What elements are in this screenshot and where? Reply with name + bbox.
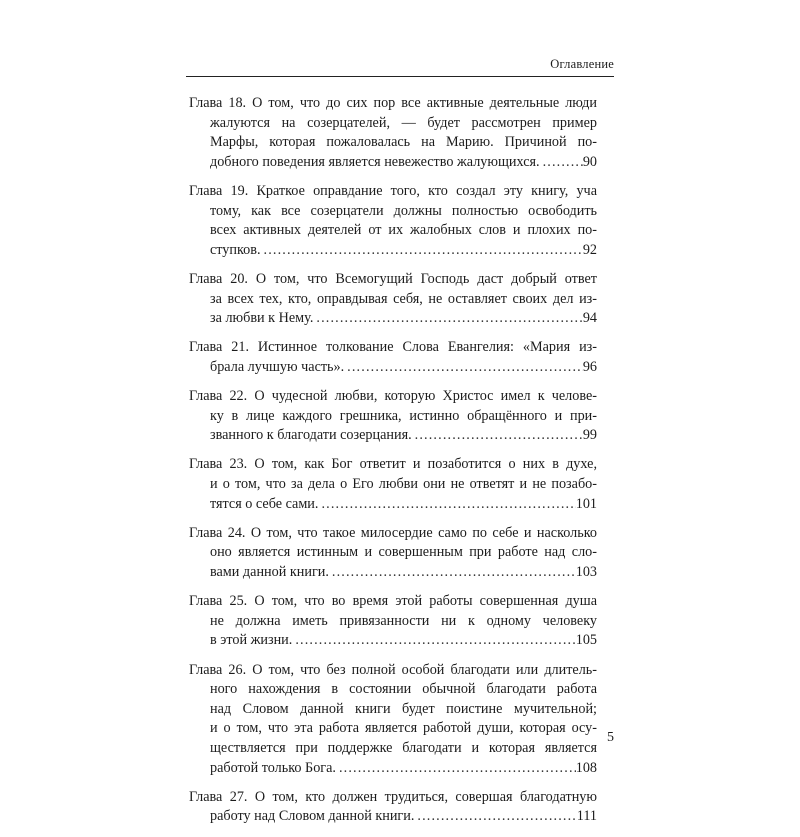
toc-entry xyxy=(189,524,597,583)
toc-entry-text: Глава 23. О том, как Бог ответит и позаботится о них в духе, xyxy=(189,456,597,473)
toc-entry xyxy=(189,788,597,827)
dot-leader xyxy=(414,807,576,827)
toc-entry-line xyxy=(189,309,597,329)
toc-entry-line xyxy=(189,290,597,310)
toc-entry-line xyxy=(189,455,597,475)
toc-entry-text: ществляется при поддержке благодати и которая является xyxy=(210,739,597,756)
toc-entry-line xyxy=(189,759,597,779)
toc-entry-line xyxy=(189,153,597,173)
toc-page-number: 108 xyxy=(575,759,597,776)
toc-entry-text: Марфы, которая пожаловалась на Марию. Причиной по- xyxy=(210,134,597,151)
toc-entry-text: Глава 27. О том, кто должен трудиться, совершая благодатную xyxy=(189,788,597,805)
toc-entry-text: работу над Словом данной книги. xyxy=(210,808,415,825)
toc-entry xyxy=(189,661,597,779)
toc-entry-line xyxy=(189,612,597,632)
toc-entry-line xyxy=(189,407,597,427)
toc-page-number: 103 xyxy=(575,564,597,581)
toc-entry-text: Глава 19. Краткое оправдание того, кто создал эту книгу, уча xyxy=(189,182,597,199)
toc-entry-line xyxy=(189,661,597,681)
running-header-title: Оглавление xyxy=(550,57,614,71)
toc-entry-line xyxy=(189,739,597,759)
toc-entry-line xyxy=(189,524,597,544)
toc-entry-text: работой только Бога. xyxy=(210,759,336,776)
toc-entry-line xyxy=(189,270,597,290)
toc-entry-text: Глава 26. О том, что без полной особой благодати или длитель- xyxy=(189,661,597,678)
toc-entry-text: всех активных деятелей от их жалобных слов и плохих по- xyxy=(210,222,597,239)
toc-entry xyxy=(189,338,597,377)
toc-entry-line xyxy=(189,495,597,515)
toc-entry xyxy=(189,592,597,651)
dot-leader xyxy=(336,759,576,779)
toc-entry-line xyxy=(189,475,597,495)
toc-entry-text: Глава 24. О том, что такое милосердие само по себе и насколько xyxy=(189,524,597,541)
toc-entry-line xyxy=(189,543,597,563)
toc-entry-line xyxy=(189,631,597,651)
toc-page-number: 111 xyxy=(576,808,597,825)
dot-leader xyxy=(261,241,583,261)
dot-leader xyxy=(329,563,576,583)
toc-entry-text: брала лучшую часть». xyxy=(210,358,345,375)
toc-entry-text: и о том, что за дела о Его любви они не ответят и не позабо- xyxy=(210,476,597,493)
toc-entry-line xyxy=(189,563,597,583)
dot-leader xyxy=(344,358,583,378)
toc-entry-line xyxy=(189,719,597,739)
toc-entry-text: ного нахождения в состоянии обычной благодати работа xyxy=(210,681,597,698)
page-number: 5 xyxy=(607,730,614,745)
table-of-contents xyxy=(189,94,597,837)
toc-entry xyxy=(189,94,597,172)
toc-entry-line xyxy=(189,592,597,612)
toc-entry-text: оно является истинным и совершенным при работе над сло- xyxy=(210,544,597,561)
toc-entry-line xyxy=(189,133,597,153)
toc-entry-text: добного поведения является невежество жалующихся. xyxy=(210,153,540,170)
toc-entry-text: не должна иметь привязанности ни к одному человеку xyxy=(210,612,597,629)
toc-entry xyxy=(189,270,597,329)
dot-leader xyxy=(292,631,575,651)
toc-entry-text: и о том, что эта работа является работой души, которая осу- xyxy=(210,720,597,737)
toc-page-number: 94 xyxy=(582,310,597,327)
toc-entry-text: ку в лице каждого грешника, истинно обращённого и при- xyxy=(210,407,597,424)
toc-entry-text: Глава 25. О том, что во время этой работы совершенная душа xyxy=(189,593,597,610)
toc-entry-line xyxy=(189,182,597,202)
dot-leader xyxy=(318,495,575,515)
toc-entry-text: тятся о себе сами. xyxy=(210,495,319,512)
toc-entry-line xyxy=(189,680,597,700)
toc-entry-text: за всех тех, кто, оправдывая себя, не оставляет своих дел из- xyxy=(210,290,597,307)
toc-entry-line xyxy=(189,788,597,808)
toc-entry-text: за любви к Нему. xyxy=(210,310,314,327)
toc-entry-line xyxy=(189,221,597,241)
dot-leader xyxy=(313,309,582,329)
toc-entry-text: жалуются на созерцателей, — будет рассмотрен пример xyxy=(210,114,597,131)
toc-entry-line xyxy=(189,387,597,407)
toc-entry-text: над Словом данной книги будет поистине мучительной; xyxy=(210,700,597,717)
toc-entry-line xyxy=(189,426,597,446)
toc-entry-text: Глава 20. О том, что Всемогущий Господь даст добрый ответ xyxy=(189,270,597,287)
header-rule xyxy=(186,76,614,77)
toc-page-number: 90 xyxy=(582,153,597,170)
toc-entry-line xyxy=(189,807,597,827)
toc-entry-text: тому, как все созерцатели должны полностью освободить xyxy=(210,202,597,219)
toc-page-number: 105 xyxy=(575,632,597,649)
toc-entry-text: вами данной книги. xyxy=(210,564,329,581)
toc-entry-line xyxy=(189,700,597,720)
toc-entry-line xyxy=(189,338,597,358)
toc-entry xyxy=(189,182,597,260)
toc-entry-text: Глава 21. Истинное толкование Слова Евангелия: «Мария из- xyxy=(189,339,597,356)
toc-entry xyxy=(189,387,597,446)
toc-page-number: 99 xyxy=(582,427,597,444)
toc-entry-text: Глава 22. О чудесной любви, которую Христос имел к челове- xyxy=(189,388,597,405)
toc-entry-line xyxy=(189,202,597,222)
toc-entry-line xyxy=(189,94,597,114)
toc-page-number: 92 xyxy=(582,241,597,258)
toc-page-number: 101 xyxy=(575,495,597,512)
toc-entry-text: Глава 18. О том, что до сих пор все активные деятельные люди xyxy=(189,95,597,111)
toc-entry-line xyxy=(189,358,597,378)
toc-entry-text: званного к благодати созерцания. xyxy=(210,427,412,444)
toc-entry-line xyxy=(189,241,597,261)
toc-entry xyxy=(189,455,597,514)
toc-entry-text: ступков. xyxy=(210,241,261,258)
toc-page-number: 96 xyxy=(582,358,597,375)
toc-entry-line xyxy=(189,114,597,134)
dot-leader xyxy=(412,426,583,446)
toc-entry-text: в этой жизни. xyxy=(210,632,293,649)
dot-leader xyxy=(540,153,583,173)
